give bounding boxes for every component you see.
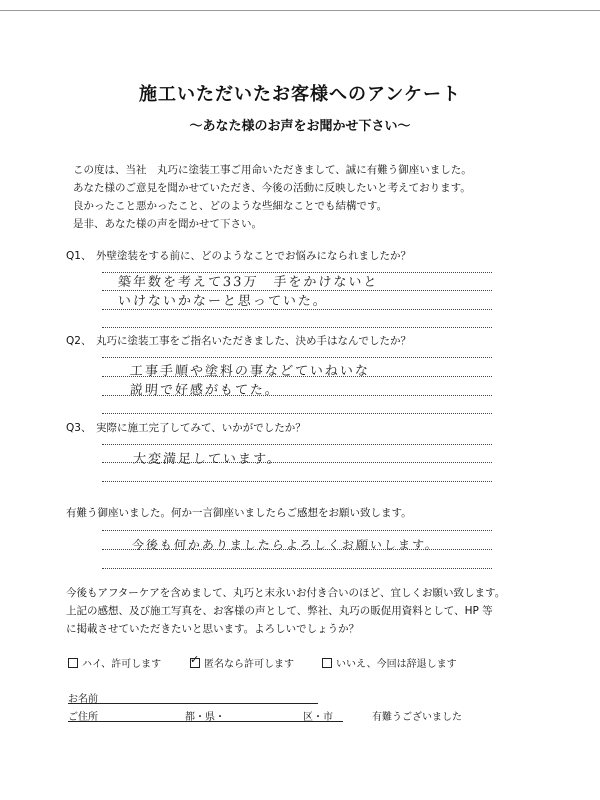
closing-line: に掲載させていただきたいと思います。よろしいでしょうか？ — [66, 623, 360, 635]
option-label: 匿名なら許可します — [204, 659, 294, 670]
handwritten-answer: 築年数を考えて33万 手をかけないと — [117, 275, 379, 290]
question-2 — [66, 333, 411, 348]
handwritten-answer: 工事手順や塗料の事などていねいな — [129, 364, 371, 379]
handwritten-answer: いけないかなーと思っていた。 — [117, 294, 329, 309]
question-number: Q2、 — [66, 335, 92, 347]
option-allow[interactable] — [68, 655, 161, 670]
answer-line — [102, 413, 492, 414]
prefecture-label: 都・県・ — [185, 712, 225, 723]
intro-line: 良かったこと悪かったこと、どのような些細なことでも結構です。 — [73, 200, 388, 212]
intro-line: あなた様のご意見を聞かせていただき、今後の活動に反映したいと考えております。 — [73, 182, 471, 194]
checkbox-decline[interactable] — [322, 658, 332, 668]
comment-prompt: 有難う御座いました。何か一言御座いましたらご感想をお願い致します。 — [66, 507, 412, 519]
option-label: いいえ、今回は辞退します — [336, 659, 457, 670]
address-line[interactable] — [68, 721, 343, 722]
option-anonymous[interactable] — [190, 655, 294, 670]
city-label: 区・市 — [303, 712, 333, 723]
checkmark-icon: ✓ — [190, 653, 200, 666]
answer-line — [102, 568, 492, 569]
option-label: ハイ、許可します — [82, 659, 162, 670]
answer-line — [102, 444, 492, 445]
name-label: お名前 — [68, 694, 98, 705]
closing-line: 上記の感想、及び施工写真を、お客様の声として、弊社、丸巧の販促用資料として、HP 等 — [66, 605, 493, 617]
answer-line — [102, 357, 492, 358]
page-subtitle: ～あなた様のお声をお聞かせ下さい～ — [189, 119, 411, 134]
closing-line: 今後もアフターケアを含めまして、丸巧と末永いお付き合いのほど、宜しくお願い致します。 — [66, 587, 506, 599]
thanks-text: 有難うございました — [372, 712, 462, 723]
question-text: 外壁塗装をする前に、どのようなことでお悩みになられましたか？ — [96, 250, 411, 262]
address-label: ご住所 — [68, 712, 98, 723]
page-title: 施工いただいたお客様へのアンケート — [139, 84, 461, 105]
checkbox-anonymous[interactable] — [190, 653, 200, 668]
question-1 — [66, 248, 411, 263]
handwritten-answer: 説明で好感がもてた。 — [129, 383, 281, 398]
intro-line: 是非、あなた様の声を聞かせて下さい。 — [73, 218, 262, 230]
checkbox-allow[interactable] — [68, 658, 78, 668]
answer-line — [102, 327, 492, 328]
scan-top-edge — [0, 10, 600, 11]
question-number: Q1、 — [66, 250, 92, 262]
intro-line: この度は、当社 丸巧に塗装工事ご用命いただきまして、誠に有難う御座いました。 — [73, 164, 472, 176]
question-3 — [66, 420, 306, 435]
option-decline[interactable] — [322, 655, 457, 670]
handwritten-answer: 今後も何かありましたらよろしくお願いします。 — [131, 538, 440, 552]
answer-line — [102, 530, 492, 531]
answer-line — [102, 481, 492, 482]
answer-line — [102, 309, 492, 310]
name-line[interactable] — [68, 703, 318, 704]
question-number: Q3、 — [66, 422, 92, 434]
question-text: 実際に施工完了してみて、いかがでしたか？ — [96, 422, 306, 434]
handwritten-answer: 大変満足しています。 — [132, 452, 283, 467]
question-text: 丸巧に塗装工事をご指名いただきました、決め手はなんでしたか？ — [96, 335, 411, 347]
